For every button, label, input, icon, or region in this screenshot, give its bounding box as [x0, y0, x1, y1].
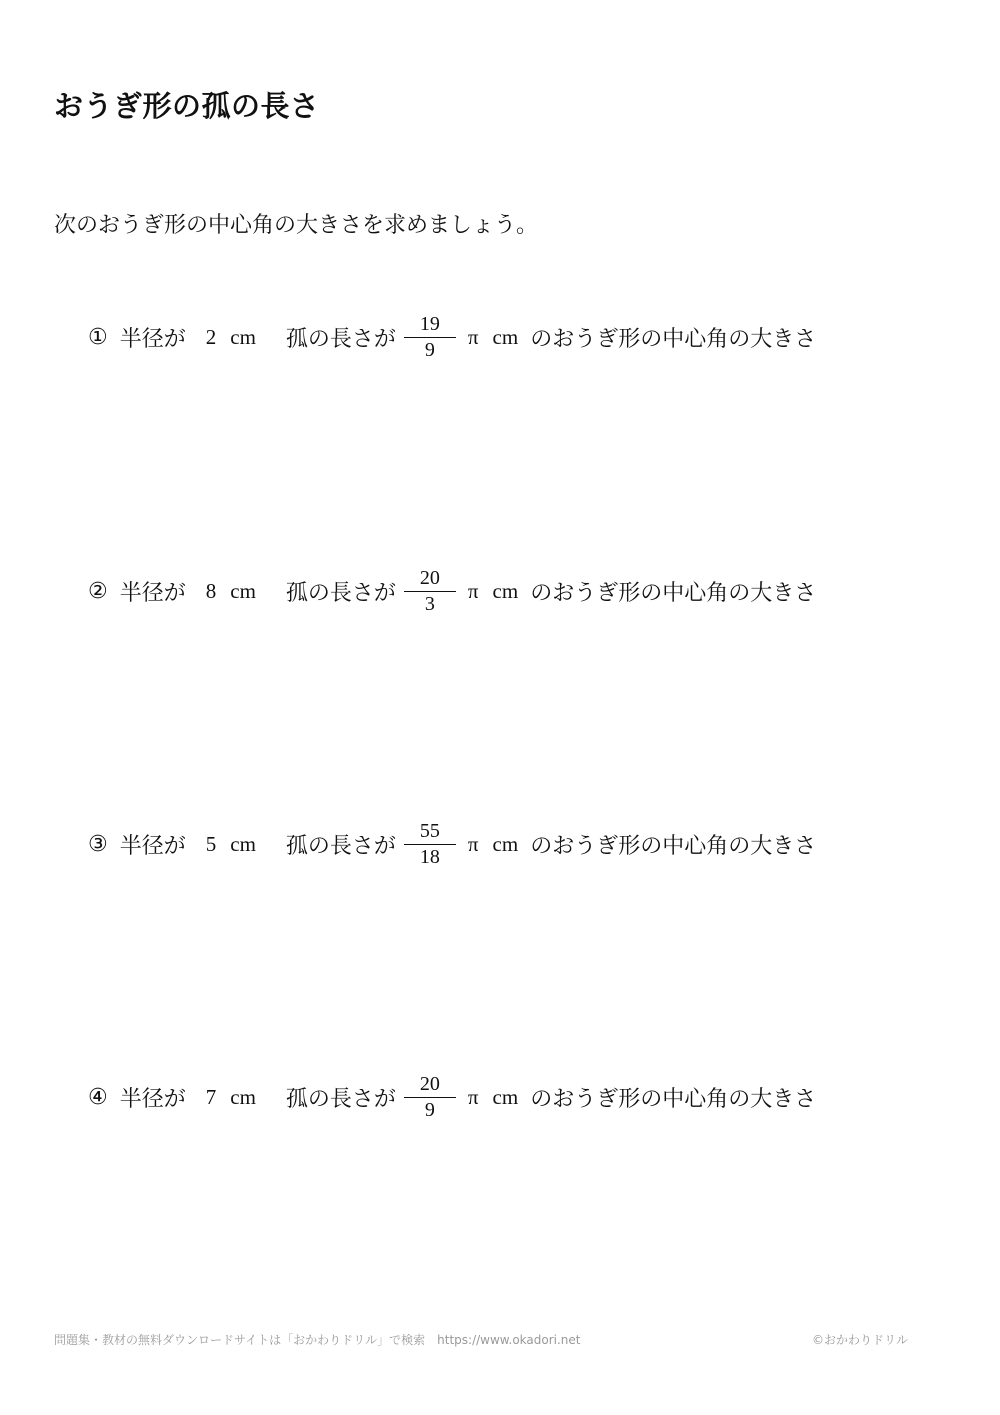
arc-length-fraction [404, 567, 456, 616]
pi-symbol: π [467, 831, 479, 856]
radius-label: 半径が [119, 326, 186, 352]
fraction-denominator: 9 [424, 1098, 435, 1121]
problem-number: ② [88, 578, 108, 604]
arc-length-label: 孤の長さが [285, 833, 396, 859]
radius-label: 半径が [119, 580, 186, 606]
radius-label: 半径が [119, 833, 186, 859]
arc-length-fraction [404, 820, 456, 869]
radius-label: 半径が [119, 1086, 186, 1112]
problem-number: ① [88, 324, 108, 350]
pi-symbol: π [467, 324, 479, 349]
problem-4 [88, 1067, 816, 1127]
radius-value: 2 [205, 324, 217, 349]
fraction-denominator: 3 [424, 592, 435, 615]
problem-number: ③ [88, 831, 108, 857]
problem-2 [88, 561, 816, 621]
instruction-text: 次のおうぎ形の中心角の大きさを求めましょう。 [54, 213, 539, 238]
radius-unit: cm [230, 831, 256, 856]
pi-symbol: π [467, 1084, 479, 1109]
arc-length-fraction [404, 1073, 456, 1122]
arc-length-unit: cm [492, 324, 519, 349]
problem-tail-text: のおうぎ形の中心角の大きさ [530, 833, 817, 859]
radius-unit: cm [230, 578, 256, 603]
fraction-numerator: 19 [404, 313, 456, 338]
arc-length-label: 孤の長さが [285, 326, 396, 352]
fraction-numerator: 20 [404, 1073, 456, 1098]
problem-tail-text: のおうぎ形の中心角の大きさ [530, 326, 817, 352]
fraction-denominator: 18 [419, 845, 440, 868]
arc-length-unit: cm [492, 1084, 519, 1109]
arc-length-unit: cm [492, 578, 519, 603]
fraction-numerator: 55 [404, 820, 456, 845]
problem-3 [88, 814, 816, 874]
arc-length-unit: cm [492, 831, 519, 856]
problem-1 [88, 307, 816, 367]
problem-tail-text: のおうぎ形の中心角の大きさ [530, 1086, 817, 1112]
arc-length-label: 孤の長さが [285, 580, 396, 606]
arc-length-label: 孤の長さが [285, 1086, 396, 1112]
footer-site-info: 問題集・教材の無料ダウンロードサイトは「おかわりドリル」で検索 https://www.okadori.net [54, 1333, 581, 1347]
fraction-numerator: 20 [404, 567, 456, 592]
radius-value: 8 [205, 578, 217, 603]
arc-length-fraction [404, 313, 456, 362]
fraction-denominator: 9 [424, 338, 435, 361]
problem-number: ④ [88, 1084, 108, 1110]
radius-unit: cm [230, 1084, 256, 1109]
problem-tail-text: のおうぎ形の中心角の大きさ [530, 580, 817, 606]
footer-copyright: ©おかわりドリル [811, 1333, 908, 1347]
radius-unit: cm [230, 324, 256, 349]
radius-value: 7 [205, 1084, 217, 1109]
pi-symbol: π [467, 578, 479, 603]
radius-value: 5 [205, 831, 217, 856]
page-title: おうぎ形の孤の長さ [54, 89, 320, 123]
